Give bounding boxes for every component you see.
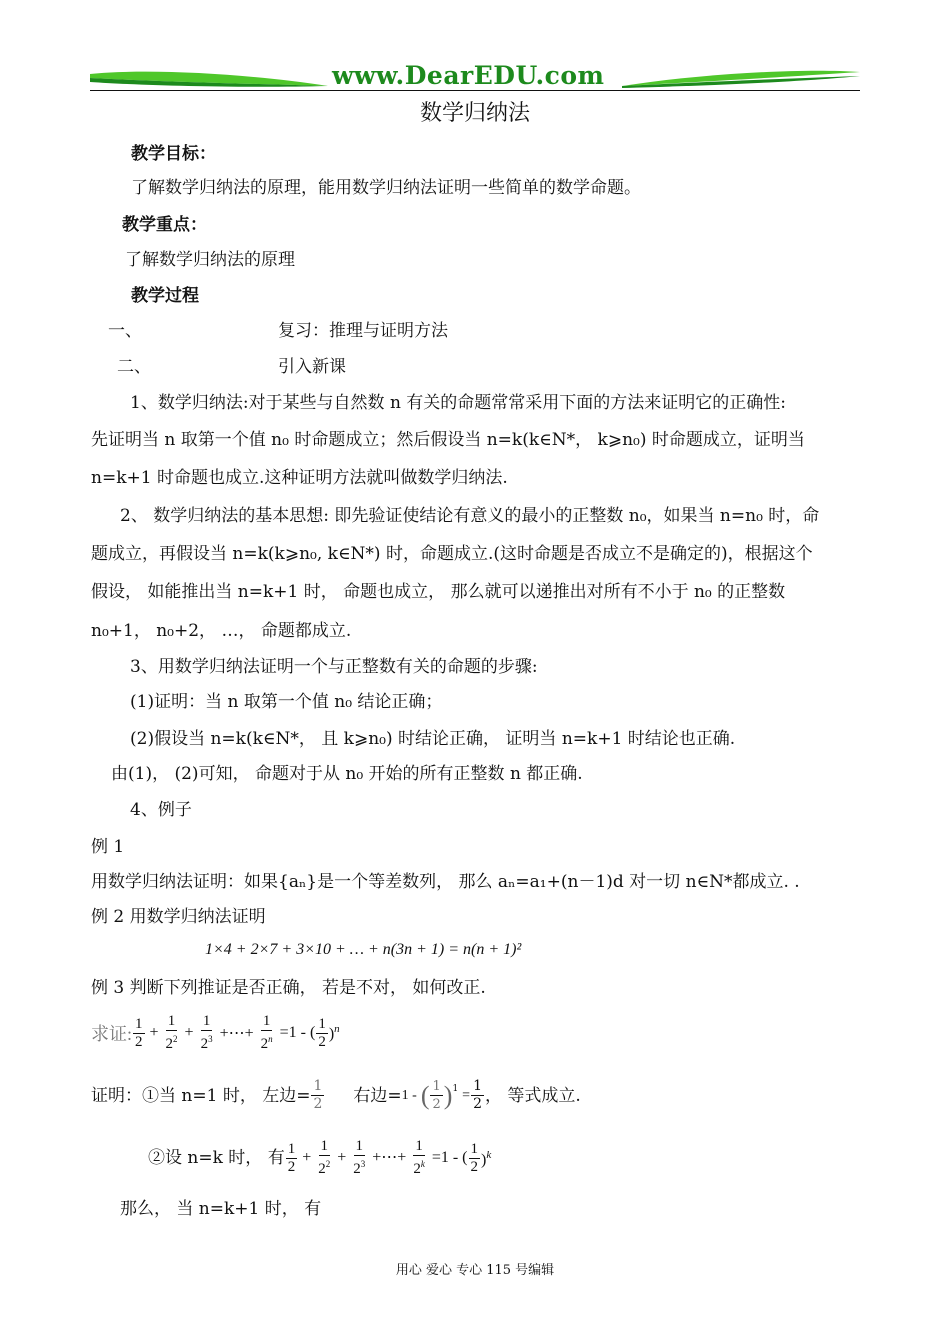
p1-line3: n=k+1 时命题也成立.这种证明方法就叫做数学归纳法. (91, 468, 508, 488)
proof-end: ， 等式成立. (485, 1085, 581, 1106)
p1-line1: 1、数学归纳法:对于某些与自然数 n 有关的命题常常采用下面的方法来证明它的正确性: (130, 393, 787, 413)
example3-text: 例 3 判断下列推证是否正确， 若是不对， 如何改正. (91, 978, 486, 998)
step-num-2: 二、 (117, 357, 151, 377)
p3-line3: (2)假设当 n=k(k∈N*， 且 k⩾n₀) 时结论正确， 证明当 n=k+1 时结论也正确. (130, 729, 736, 749)
p2-line4: n₀+1， n₀+2， …， 命题都成立. (91, 621, 352, 641)
step-label-1: 复习：推理与证明方法 (278, 321, 448, 341)
site-logo: www.DearEDU.com (332, 61, 605, 90)
proof-step2-label: ②设 n=k 时， 有 (148, 1148, 285, 1168)
p2-line1: 2、 数学归纳法的基本思想: 即先验证使结论有意义的最小的正整数 n₀，如果当 n=n₀ 时，命 (120, 506, 820, 526)
example2-formula: 1×4 + 2×7 + 3×10 + … + n(3n + 1) = n(n + 1)² (205, 941, 522, 958)
claim-label: 求证: (91, 1024, 133, 1044)
process-heading: 教学过程 (131, 286, 199, 306)
example1-text: 用数学归纳法证明：如果{aₙ}是一个等差数列， 那么 aₙ=a₁+(n－1)d 对一切 n∈N*都成立. . (91, 872, 800, 892)
p3-line4: 由(1)， (2)可知， 命题对于从 n₀ 开始的所有正整数 n 都正确. (111, 764, 583, 784)
proof-step1-label: 证明：①当 n=1 时， 左边= (91, 1085, 311, 1106)
example2-text: 例 2 用数学归纳法证明 (91, 907, 266, 927)
header-banner (90, 60, 860, 94)
then-text: 那么， 当 n=k+1 时， 有 (120, 1199, 322, 1219)
key-text: 了解数学归纳法的原理 (125, 250, 295, 270)
proof-step2: ②设 n=k 时， 有 $\frac{1}{2}$ + $\frac{1}{2^2}$ + $\frac{1}{2^3}$ +⋯+ $\frac{1}{2^k}$ =1 - ( $\frac{1}{2}$ )$^k$ (148, 1138, 492, 1177)
proof-right-label: 右边= (353, 1085, 402, 1106)
header-rule (90, 90, 860, 91)
p3-line2: (1)证明：当 n 取第一个值 n₀ 结论正确； (130, 692, 443, 712)
p3-line1: 3、用数学归纳法证明一个与正整数有关的命题的步骤: (130, 657, 538, 677)
goal-text: 了解数学归纳法的原理，能用数学归纳法证明一些简单的数学命题。 (131, 178, 641, 198)
step-num-1: 一、 (108, 321, 142, 341)
page-title: 数学归纳法 (419, 101, 530, 126)
page-footer: 用心 爱心 专心 115 号编辑 (395, 1263, 555, 1278)
goal-heading: 教学目标： (131, 144, 216, 164)
key-heading: 教学重点： (122, 215, 207, 235)
examples-heading: 4、例子 (130, 800, 192, 820)
p2-line3: 假设， 如能推出当 n=k+1 时， 命题也成立， 那么就可以递推出对所有不小于 n₀ 的正整数 (91, 582, 786, 602)
proof-step1: 证明：①当 n=1 时， 左边= $\frac{1}{2}$ 右边= 1 - ( $\frac{1}{2}$ ) $^1$ = $\frac{1}{2}$ ， 等式成立. (91, 1078, 581, 1112)
example1-label: 例 1 (91, 837, 125, 857)
step-label-2: 引入新课 (278, 357, 346, 377)
p1-line2: 先证明当 n 取第一个值 n₀ 时命题成立；然后假设当 n=k(k∈N*， k⩾n₀) 时命题成立，证明当 (91, 430, 805, 450)
claim-formula: 求证: $\frac{1}{2}$ + $\frac{1}{2^2}$ + $\frac{1}{2^3}$ +⋯+ $\frac{1}{2^n}$ =1 - ( $\frac{1}{2}$ )$^n$ (91, 1013, 340, 1052)
p2-line2: 题成立，再假设当 n=k(k⩾n₀, k∈N*) 时，命题成立.(这时命题是否成立不是确定的)，根据这个 (91, 544, 813, 564)
